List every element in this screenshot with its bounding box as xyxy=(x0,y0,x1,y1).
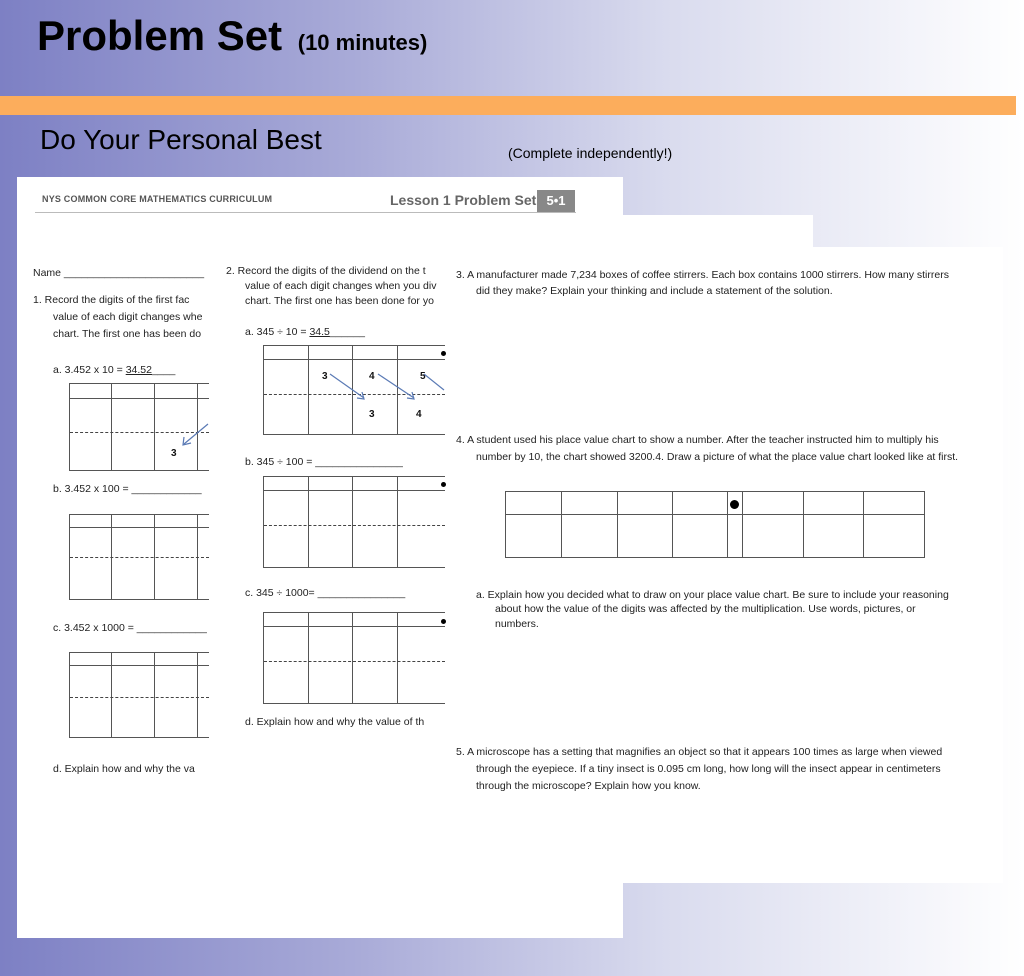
q2b-prompt: b. 345 ÷ 100 = _______________ xyxy=(245,456,403,468)
q5-text-line2: through the eyepiece. If a tiny insect is 0.095 cm long, how long will the insect appear in centimeters xyxy=(476,763,941,775)
q3-text-line1: 3. A manufacturer made 7,234 boxes of coffee stirrers. Each box contains 1000 stirrers. How many stirrers xyxy=(456,269,949,281)
q2a-decimal-dot xyxy=(441,351,446,356)
q4-text-line1: 4. A student used his place value chart to show a number. After the teacher instructed him to multiply his xyxy=(456,434,939,446)
q2-text-line2: value of each digit changes when you div xyxy=(245,280,437,292)
q1a-prompt: a. 3.452 x 10 = 34.52____ xyxy=(53,364,176,376)
q4a-line2: about how the value of the digits was affected by the multiplication. Use words, pictures, or xyxy=(495,603,916,615)
slide-title xyxy=(37,12,427,60)
q4a-line3: numbers. xyxy=(495,618,539,630)
header-rule xyxy=(35,212,576,213)
q2a-digit-top-2: 4 xyxy=(369,371,375,382)
q2a-digit-top-1: 3 xyxy=(322,371,328,382)
q3-text-line2: did they make? Explain your thinking and include a statement of the solution. xyxy=(476,285,833,297)
q1-text-line2: value of each digit changes whe xyxy=(53,311,203,323)
q1b-prompt: b. 3.452 x 100 = ____________ xyxy=(53,483,202,495)
q2-text-line3: chart. The first one has been done for yo xyxy=(245,295,434,307)
lesson-header: Lesson 1 Problem Set xyxy=(390,192,537,208)
q2c-decimal-dot xyxy=(441,619,446,624)
q2c-place-value-chart xyxy=(263,612,445,704)
slide-subtitle: Do Your Personal Best xyxy=(40,124,322,155)
q1d-prompt: d. Explain how and why the va xyxy=(53,763,195,775)
slide-note: (Complete independently!) xyxy=(508,145,673,161)
worksheet-page-extension-right xyxy=(813,247,1003,883)
q2a-arrows xyxy=(320,370,450,410)
q2a-digit-bottom-2: 4 xyxy=(416,409,422,420)
q2a-digit-bottom-1: 3 xyxy=(369,409,375,420)
orange-divider-bar xyxy=(0,96,1016,115)
q4-text-line2: number by 10, the chart showed 3200.4. Draw a picture of what the place value chart looked like at first. xyxy=(476,451,959,463)
q1b-place-value-chart xyxy=(69,514,209,600)
q1a-digit: 3 xyxy=(171,448,177,459)
q2b-decimal-dot xyxy=(441,482,446,487)
q2c-prompt: c. 345 ÷ 1000= _______________ xyxy=(245,587,406,599)
q1c-place-value-chart xyxy=(69,652,209,738)
q5-text-line1: 5. A microscope has a setting that magnifies an object so that it appears 100 times as large when viewed xyxy=(456,746,943,758)
q2a-text: a. 345 ÷ 10 = xyxy=(245,326,310,338)
q2-text-line1: 2. Record the digits of the dividend on the t xyxy=(226,265,426,277)
slide-title-suffix: (10 minutes) xyxy=(297,30,428,55)
lesson-badge: 5•1 xyxy=(537,190,575,212)
q4-decimal-dot xyxy=(730,500,739,509)
curriculum-header: NYS COMMON CORE MATHEMATICS CURRICULUM xyxy=(42,194,273,204)
q2a-answer: 34.5 xyxy=(309,326,330,338)
name-label: Name ________________________ xyxy=(33,267,205,279)
q1a-answer: 34.52 xyxy=(125,364,152,376)
q1c-prompt: c. 3.452 x 1000 = ____________ xyxy=(53,622,207,634)
q2b-place-value-chart xyxy=(263,476,445,568)
q4a-line1: a. Explain how you decided what to draw on your place value chart. Be sure to include your reasoning xyxy=(476,589,949,601)
q1-text-line3: chart. The first one has been do xyxy=(53,328,202,340)
slide-title-text: Problem Set xyxy=(37,12,283,59)
q5-text-line3: through the microscope? Explain how you know. xyxy=(476,780,701,792)
q2a-digit-top-3: 5 xyxy=(420,371,426,382)
q2a-prompt: a. 345 ÷ 10 = 34.5______ xyxy=(245,326,365,338)
q1a-text: a. 3.452 x 10 = xyxy=(53,364,126,376)
q1-text-line1: 1. Record the digits of the first fac xyxy=(33,294,190,306)
q4-place-value-chart xyxy=(505,491,925,558)
q2d-prompt: d. Explain how and why the value of th xyxy=(245,716,425,728)
q1a-arrow xyxy=(178,422,210,448)
